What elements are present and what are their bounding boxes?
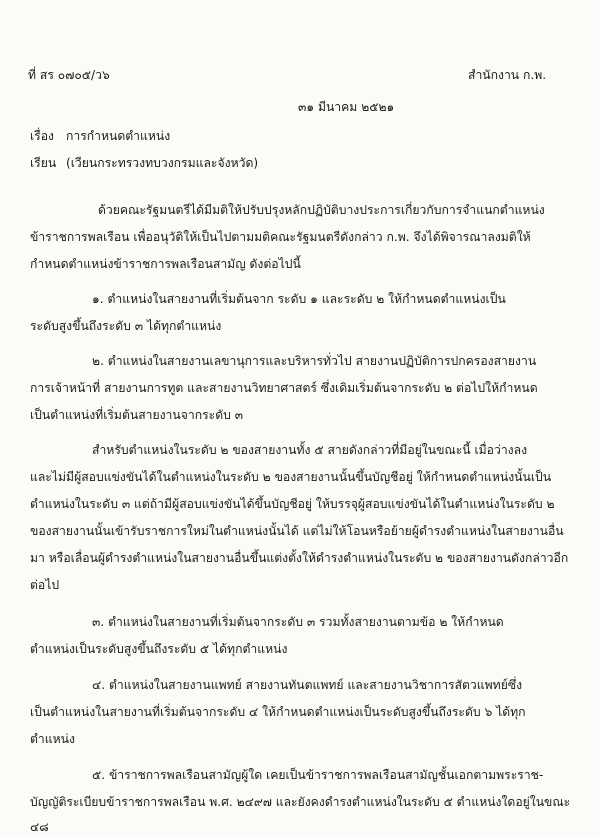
body-line: เป็นตำแหน่งในสายงานที่เริ่มต้นจากระดับ ๔ ให้กำหนดตำแหน่งเป็นระดับสูงขึ้นถึงระดับ ๖ ได้ทุก <box>30 705 526 719</box>
body-line: ระดับสูงขึ้นถึงระดับ ๓ ได้ทุกตำแหน่ง <box>30 319 222 333</box>
body-line: ด้วยคณะรัฐมนตรีได้มีมติให้ปรับปรุงหลักปฏิบัติบางประการเกี่ยวกับการจำแนกตำแหน่ง <box>98 203 545 217</box>
body-line: ๔. ตำแหน่งในสายงานแพทย์ สายงานทันตแพทย์ และสายงานวิชาการสัตวแพทย์ซึ่ง <box>92 678 523 692</box>
body-line: และไม่มีผู้สอบแข่งขันได้ในตำแหน่งในระดับ ๒ ของสายงานนั้นขึ้นบัญชีอยู่ ให้กำหนดตำแหน่งนั้นเป็น <box>30 470 552 484</box>
document-date: ๓๑ มีนาคม ๒๕๒๑ <box>298 100 395 114</box>
page-number: ๔๘ <box>30 820 49 834</box>
body-line: มา หรือเลื่อนผู้ดำรงตำแหน่งในสายงานอื่นขึ้นแต่งตั้งให้ดำรงตำแหน่งในระดับ ๒ ของสายงานดังกล่าวอีก <box>30 551 569 565</box>
addressee-text: (เวียนกระทรวงทบวงกรมและจังหวัด) <box>66 156 259 170</box>
document-reference-number: ที่ สร ๐๗๐๕/ว๖ <box>28 68 110 82</box>
subject-label: เรื่อง <box>30 129 54 143</box>
body-line: เป็นตำแหน่งที่เริ่มต้นสายงานจากระดับ ๓ <box>30 408 244 422</box>
addressee-label: เรียน <box>30 156 57 170</box>
body-line: ต่อไป <box>30 578 60 592</box>
body-line: บัญญัติระเบียบข้าราชการพลเรือน พ.ศ. ๒๔๙๗ และยังคงดำรงตำแหน่งในระดับ ๕ ตำแหน่งใดอยู่ในขณะ <box>30 795 571 809</box>
body-line: ๒. ตำแหน่งในสายงานเลขานุการและบริหารทั่วไป สายงานปฏิบัติการปกครองสายงาน <box>92 354 537 368</box>
body-line: ๑. ตำแหน่งในสายงานที่เริ่มต้นจาก ระดับ ๑ และระดับ ๒ ให้กำหนดตำแหน่งเป็น <box>92 292 506 306</box>
subject-line <box>30 127 170 146</box>
subject-text: การกำหนดตำแหน่ง <box>66 129 171 143</box>
body-line: กำหนดตำแหน่งข้าราชการพลเรือนสามัญ ดังต่อไปนี้ <box>30 257 301 271</box>
body-line: ๕. ข้าราชการพลเรือนสามัญผู้ใด เคยเป็นข้าราชการพลเรือนสามัญชั้นเอกตามพระราช- <box>92 768 544 782</box>
body-line: ตำแหน่งเป็นระดับสูงขึ้นถึงระดับ ๕ ได้ทุกตำแหน่ง <box>30 642 288 656</box>
body-line: ของสายงานนั้นเข้ารับราชการใหม่ในตำแหน่งนั้นได้ แต่ไม่ให้โอนหรือย้ายผู้ดำรงตำแหน่งในสายงานอื่น <box>30 524 564 538</box>
body-line: ตำแหน่งในระดับ ๓ แต่ถ้ามีผู้สอบแข่งขันได้ขึ้นบัญชีอยู่ ให้บรรจุผู้สอบแข่งขันได้ในตำแหน่งในระดับ ๒ <box>30 497 555 511</box>
issuing-office: สำนักงาน ก.พ. <box>468 68 547 82</box>
addressee-line <box>30 154 258 173</box>
body-line: ข้าราชการพลเรือน เพื่ออนุวัติให้เป็นไปตามมติคณะรัฐมนตรีดังกล่าว ก.พ. จึงได้พิจารณาลงมติให้ <box>30 230 531 244</box>
body-line: ตำแหน่ง <box>30 732 75 746</box>
body-line: สำหรับตำแหน่งในระดับ ๒ ของสายงานทั้ง ๕ สายดังกล่าวที่มีอยู่ในขณะนี้ เมื่อว่างลง <box>92 443 528 457</box>
body-line: การเจ้าหน้าที่ สายงานการทูต และสายงานวิทยาศาสตร์ ซึ่งเดิมเริ่มต้นจากระดับ ๒ ต่อไปให้กำหนด <box>30 381 538 395</box>
body-line: ๓. ตำแหน่งในสายงานที่เริ่มต้นจากระดับ ๓ รวมทั้งสายงานตามข้อ ๒ ให้กำหนด <box>92 615 504 629</box>
